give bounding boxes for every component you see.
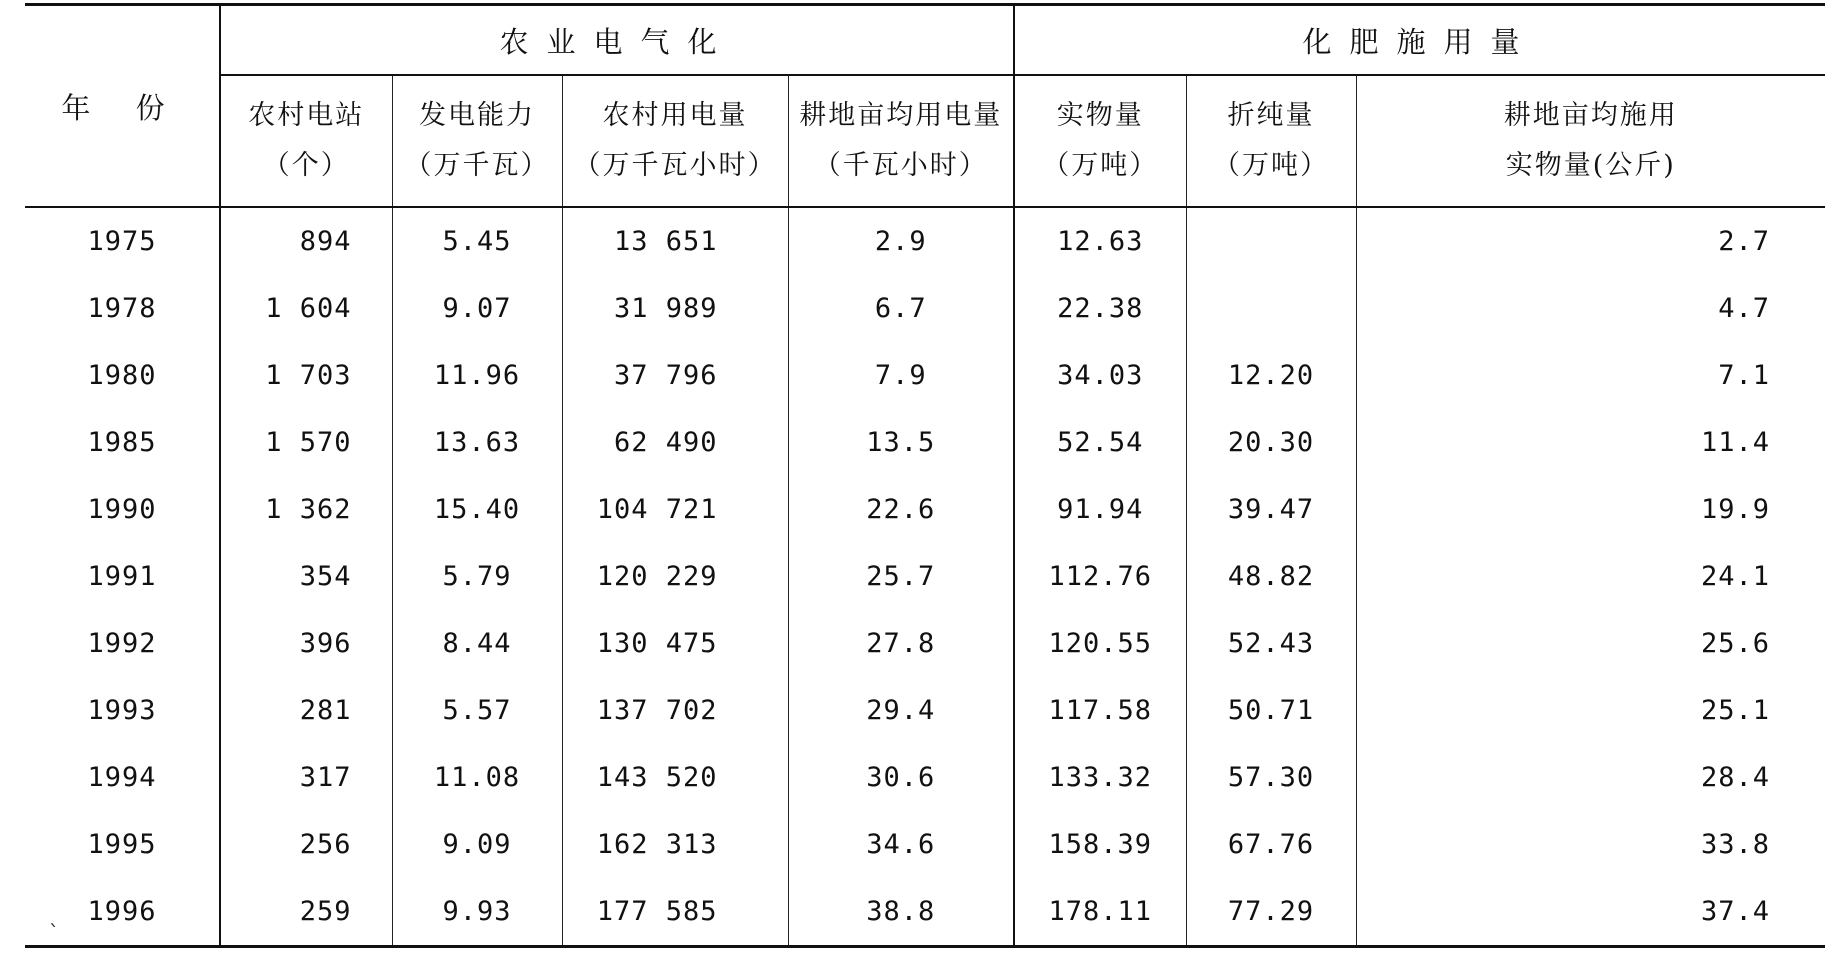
sub-header-line2: （万吨） bbox=[1213, 150, 1330, 181]
cell-rural-electricity: 104 721 bbox=[562, 476, 788, 543]
cell-electricity-per-mu: 2.9 bbox=[788, 207, 1014, 275]
year-cell: 1975 bbox=[87, 226, 157, 257]
margin-tick-mark: ˎ bbox=[49, 903, 59, 927]
cell-rural-electricity: 62 490 bbox=[562, 409, 788, 476]
cell-physical-quantity: 117.58 bbox=[1014, 677, 1186, 744]
sub-header-generating-capacity bbox=[392, 75, 562, 207]
cell-rural-electricity: 37 796 bbox=[562, 342, 788, 409]
year-cell: 1991 bbox=[87, 561, 157, 592]
cell-electricity-per-mu: 7.9 bbox=[788, 342, 1014, 409]
cell-rural-electricity: 137 702 bbox=[562, 677, 788, 744]
sub-header-line1: 耕地亩均用电量 bbox=[799, 100, 1003, 131]
cell-electricity-per-mu: 6.7 bbox=[788, 275, 1014, 342]
table-header bbox=[25, 5, 1825, 208]
cell-fertilizer-per-mu: 25.1 bbox=[1356, 677, 1825, 744]
sub-header-electricity-per-mu bbox=[788, 75, 1014, 207]
cell-rural-electricity: 13 651 bbox=[562, 207, 788, 275]
year-cell: 1980 bbox=[87, 360, 157, 391]
cell-physical-quantity: 178.11 bbox=[1014, 878, 1186, 947]
cell-rural-electricity: 130 475 bbox=[562, 610, 788, 677]
cell-physical-quantity: 34.03 bbox=[1014, 342, 1186, 409]
cell-power-stations: 354 bbox=[220, 543, 392, 610]
year-cell: 1990 bbox=[87, 494, 157, 525]
cell-fertilizer-per-mu: 28.4 bbox=[1356, 744, 1825, 811]
cell-fertilizer-per-mu: 7.1 bbox=[1356, 342, 1825, 409]
sub-header-line1: 发电能力 bbox=[419, 100, 535, 131]
cell-power-stations: 1 703 bbox=[220, 342, 392, 409]
cell-generating-capacity: 8.44 bbox=[392, 610, 562, 677]
group-header-fertilizer: 化肥施用量 bbox=[1014, 5, 1825, 76]
cell-fertilizer-per-mu: 19.9 bbox=[1356, 476, 1825, 543]
sub-header-line2: 实物量(公斤) bbox=[1505, 150, 1676, 181]
cell-electricity-per-mu: 25.7 bbox=[788, 543, 1014, 610]
cell-fertilizer-per-mu: 2.7 bbox=[1356, 207, 1825, 275]
year-column-header: 年 份 bbox=[25, 5, 220, 208]
sub-header-physical-quantity bbox=[1014, 75, 1186, 207]
year-cell: 1985 bbox=[87, 427, 157, 458]
sub-header-line2: （万吨） bbox=[1042, 150, 1159, 181]
cell-generating-capacity: 5.79 bbox=[392, 543, 562, 610]
table-row bbox=[25, 476, 1825, 543]
cell-pure-quantity: 39.47 bbox=[1186, 476, 1356, 543]
table-row bbox=[25, 275, 1825, 342]
cell-generating-capacity: 15.40 bbox=[392, 476, 562, 543]
cell-power-stations: 1 604 bbox=[220, 275, 392, 342]
sub-header-line1: 折纯量 bbox=[1227, 100, 1315, 131]
cell-electricity-per-mu: 34.6 bbox=[788, 811, 1014, 878]
cell-physical-quantity: 22.38 bbox=[1014, 275, 1186, 342]
table-row bbox=[25, 207, 1825, 275]
cell-fertilizer-per-mu: 25.6 bbox=[1356, 610, 1825, 677]
cell-fertilizer-per-mu: 11.4 bbox=[1356, 409, 1825, 476]
cell-pure-quantity: 50.71 bbox=[1186, 677, 1356, 744]
sub-header-power-stations bbox=[220, 75, 392, 207]
cell-electricity-per-mu: 38.8 bbox=[788, 878, 1014, 947]
sub-header-line2: （万千瓦小时） bbox=[573, 150, 777, 181]
year-cell: 1978 bbox=[87, 293, 157, 324]
table-row bbox=[25, 744, 1825, 811]
sub-header-line2: （万千瓦） bbox=[404, 150, 550, 181]
cell-pure-quantity: 77.29 bbox=[1186, 878, 1356, 947]
cell-rural-electricity: 177 585 bbox=[562, 878, 788, 947]
cell-power-stations: 281 bbox=[220, 677, 392, 744]
table-row bbox=[25, 878, 1825, 947]
sub-header-fertilizer-per-mu bbox=[1356, 75, 1825, 207]
cell-generating-capacity: 5.57 bbox=[392, 677, 562, 744]
cell-power-stations: 1 570 bbox=[220, 409, 392, 476]
cell-generating-capacity: 11.96 bbox=[392, 342, 562, 409]
cell-pure-quantity: 57.30 bbox=[1186, 744, 1356, 811]
cell-electricity-per-mu: 27.8 bbox=[788, 610, 1014, 677]
cell-physical-quantity: 120.55 bbox=[1014, 610, 1186, 677]
cell-power-stations: 317 bbox=[220, 744, 392, 811]
sub-header-line2: （个） bbox=[262, 150, 350, 181]
cell-electricity-per-mu: 29.4 bbox=[788, 677, 1014, 744]
cell-physical-quantity: 12.63 bbox=[1014, 207, 1186, 275]
table-row bbox=[25, 543, 1825, 610]
cell-power-stations: 396 bbox=[220, 610, 392, 677]
cell-generating-capacity: 11.08 bbox=[392, 744, 562, 811]
table-body bbox=[25, 207, 1825, 947]
cell-physical-quantity: 52.54 bbox=[1014, 409, 1186, 476]
year-cell: 1992 bbox=[87, 628, 157, 659]
cell-generating-capacity: 5.45 bbox=[392, 207, 562, 275]
cell-rural-electricity: 31 989 bbox=[562, 275, 788, 342]
table-row bbox=[25, 811, 1825, 878]
year-cell: 1995 bbox=[87, 829, 157, 860]
cell-power-stations: 1 362 bbox=[220, 476, 392, 543]
cell-pure-quantity: 20.30 bbox=[1186, 409, 1356, 476]
group-header-electrification: 农业电气化 bbox=[220, 5, 1014, 76]
sub-header-rural-electricity bbox=[562, 75, 788, 207]
cell-physical-quantity: 112.76 bbox=[1014, 543, 1186, 610]
agriculture-statistics-table bbox=[25, 3, 1825, 948]
cell-pure-quantity: 52.43 bbox=[1186, 610, 1356, 677]
cell-pure-quantity: 12.20 bbox=[1186, 342, 1356, 409]
sub-header-line1: 农村用电量 bbox=[602, 100, 748, 131]
sub-header-pure-quantity bbox=[1186, 75, 1356, 207]
cell-pure-quantity: 48.82 bbox=[1186, 543, 1356, 610]
cell-fertilizer-per-mu: 33.8 bbox=[1356, 811, 1825, 878]
cell-electricity-per-mu: 22.6 bbox=[788, 476, 1014, 543]
cell-power-stations: 256 bbox=[220, 811, 392, 878]
year-cell: 1996 bbox=[25, 878, 220, 947]
table-row bbox=[25, 342, 1825, 409]
cell-physical-quantity: 91.94 bbox=[1014, 476, 1186, 543]
cell-generating-capacity: 13.63 bbox=[392, 409, 562, 476]
table-row bbox=[25, 610, 1825, 677]
cell-physical-quantity: 133.32 bbox=[1014, 744, 1186, 811]
year-cell: 1993 bbox=[87, 695, 157, 726]
cell-pure-quantity: 67.76 bbox=[1186, 811, 1356, 878]
cell-rural-electricity: 162 313 bbox=[562, 811, 788, 878]
statistics-table-container bbox=[25, 3, 1825, 948]
table-row bbox=[25, 409, 1825, 476]
cell-rural-electricity: 143 520 bbox=[562, 744, 788, 811]
cell-pure-quantity bbox=[1186, 275, 1356, 342]
year-cell: 1994 bbox=[87, 762, 157, 793]
cell-generating-capacity: 9.93 bbox=[392, 878, 562, 947]
sub-header-line1: 实物量 bbox=[1056, 100, 1144, 131]
cell-generating-capacity: 9.09 bbox=[392, 811, 562, 878]
cell-fertilizer-per-mu: 4.7 bbox=[1356, 275, 1825, 342]
sub-header-line1: 耕地亩均施用 bbox=[1503, 100, 1678, 131]
cell-power-stations: 894 bbox=[220, 207, 392, 275]
cell-generating-capacity: 9.07 bbox=[392, 275, 562, 342]
cell-fertilizer-per-mu: 24.1 bbox=[1356, 543, 1825, 610]
cell-electricity-per-mu: 13.5 bbox=[788, 409, 1014, 476]
cell-power-stations: 259 bbox=[220, 878, 392, 947]
cell-physical-quantity: 158.39 bbox=[1014, 811, 1186, 878]
cell-electricity-per-mu: 30.6 bbox=[788, 744, 1014, 811]
sub-header-line1: 农村电站 bbox=[248, 100, 365, 131]
cell-fertilizer-per-mu: 37.4 bbox=[1356, 878, 1825, 947]
sub-header-line2: （千瓦小时） bbox=[813, 150, 988, 181]
table-row bbox=[25, 677, 1825, 744]
cell-rural-electricity: 120 229 bbox=[562, 543, 788, 610]
cell-pure-quantity bbox=[1186, 207, 1356, 275]
